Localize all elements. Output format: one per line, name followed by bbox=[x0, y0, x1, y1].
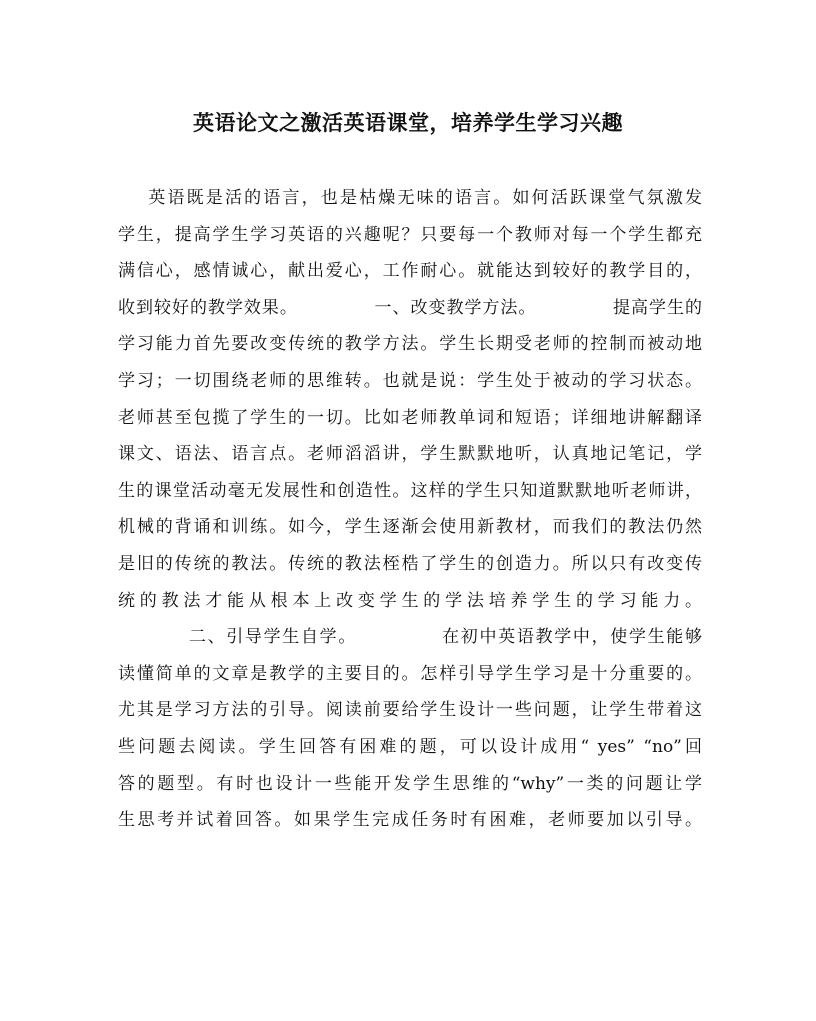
body-line: 生的课堂活动毫无发展性和创造性。这样的学生只知道默默地听老师讲， bbox=[118, 480, 702, 501]
body-line: 课文、语法、语言点。老师滔滔讲，学生默默地听，认真地记笔记，学 bbox=[118, 444, 702, 465]
body-line: 读懂简单的文章是教学的主要目的。怎样引导学生学习是十分重要的。 bbox=[118, 663, 702, 684]
body-line: 学习能力首先要改变传统的教学方法。学生长期受老师的控制而被动地 bbox=[118, 334, 702, 355]
body-line: 收到较好的教学效果。 一、改变教学方法。 提高学生的 bbox=[118, 297, 702, 318]
document-body bbox=[118, 180, 702, 839]
document-title: 英语论文之激活英语课堂，培养学生学习兴趣 bbox=[193, 110, 623, 135]
body-line: 英语既是活的语言，也是枯燥无味的语言。如何活跃课堂气氛激发 bbox=[118, 188, 702, 208]
body-line: 答的题型。有时也设计一些能开发学生思维的“why”一类的问题让学 bbox=[118, 773, 702, 794]
body-line: 学生，提高学生学习英语的兴趣呢？只要每一个教师对每一个学生都充 bbox=[118, 224, 702, 245]
body-line: 二、引导学生自学。 在初中英语教学中，使学生能够 bbox=[118, 627, 702, 648]
body-line: 统的教法才能从根本上改变学生的学法培养学生的学习能力。 bbox=[118, 590, 702, 611]
body-line: 机械的背诵和训练。如今，学生逐渐会使用新教材，而我们的教法仍然 bbox=[118, 517, 702, 538]
body-line: 学习；一切围绕老师的思维转。也就是说：学生处于被动的学习状态。 bbox=[118, 370, 702, 391]
body-line: 些问题去阅读。学生回答有困难的题，可以设计成用“ yes” “no”回 bbox=[118, 736, 702, 757]
body-line: 尤其是学习方法的引导。阅读前要给学生设计一些问题，让学生带着这 bbox=[118, 700, 702, 721]
body-line: 生思考并试着回答。如果学生完成任务时有困难，老师要加以引导。 bbox=[118, 810, 702, 831]
body-line: 是旧的传统的教法。传统的教法桎梏了学生的创造力。所以只有改变传 bbox=[118, 553, 702, 574]
body-line: 老师甚至包揽了学生的一切。比如老师教单词和短语；详细地讲解翻译 bbox=[118, 407, 702, 428]
body-line: 满信心，感情诚心，献出爱心，工作耐心。就能达到较好的教学目的， bbox=[118, 261, 702, 282]
